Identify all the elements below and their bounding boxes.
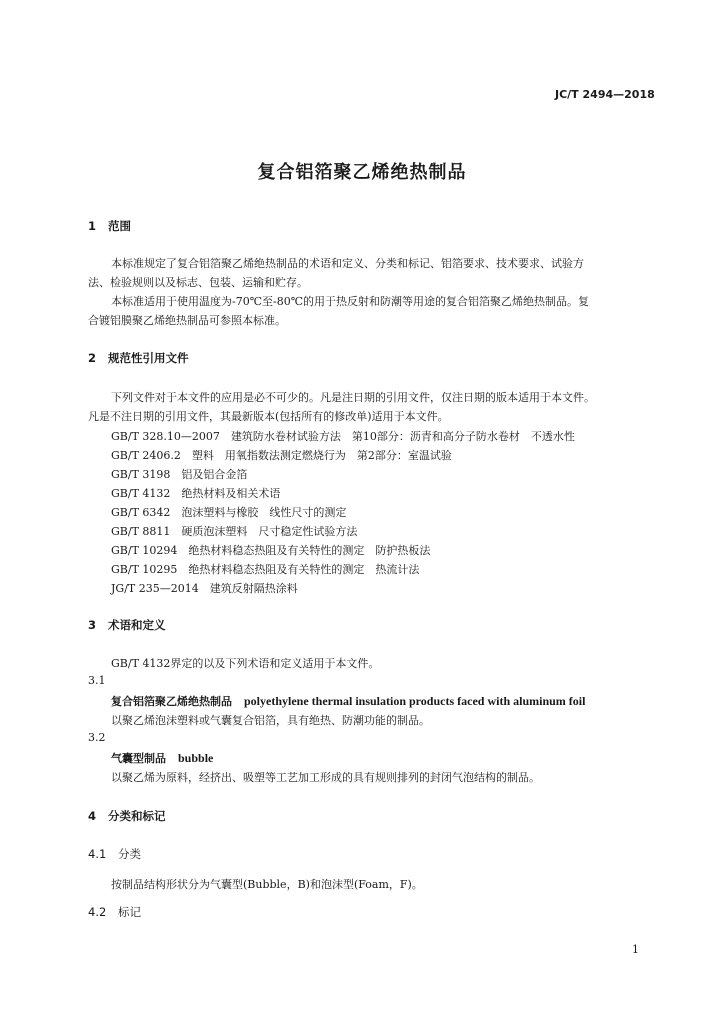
section-title: 术语和定义 [108,618,166,632]
scope-paragraph-1-line-2: 法、检验规则以及标志、包装、运输和贮存。 [88,276,308,289]
subsection-4-1-heading [88,846,141,862]
section-2-heading [88,350,189,366]
section-number: 3 [88,618,97,632]
section-title: 分类和标记 [108,809,166,823]
page-number: 1 [632,943,639,956]
section-number: 4 [88,809,97,823]
reference-item: GB/T 3198 铝及铝合金箔 [111,468,248,481]
term-heading [111,693,585,709]
reference-item: GB/T 6342 泡沫塑料与橡胶 线性尺寸的测定 [111,506,347,519]
references-intro-line-1: 下列文件对于本文件的应用是必不可少的。凡是注日期的引用文件，仅注日期的版本适用于本文件。 [111,391,595,404]
reference-item: GB/T 10295 绝热材料稳态热阻及有关特性的测定 热流计法 [111,563,420,576]
term-definition: 以聚乙烯为原料，经挤出、吸塑等工艺加工形成的具有规则排列的封闭气泡结构的制品。 [111,771,540,784]
reference-item: JG/T 235—2014 建筑反射隔热涂料 [111,582,298,595]
references-intro-line-2: 凡是不注日期的引用文件，其最新版本(包括所有的修改单)适用于本文件。 [88,410,449,423]
scope-paragraph-1-line-1: 本标准规定了复合铝箔聚乙烯绝热制品的术语和定义、分类和标记、铝箔要求、技术要求、试验方 [111,257,584,270]
term-number: 3.1 [88,674,106,687]
reference-item: GB/T 4132 绝热材料及相关术语 [111,487,281,500]
standard-number: JC/T 2494—2018 [555,88,655,101]
term-definition: 以聚乙烯泡沫塑料或气囊复合铝箔，具有绝热、防潮功能的制品。 [111,714,430,727]
reference-item: GB/T 10294 绝热材料稳态热阻及有关特性的测定 防护热板法 [111,544,431,557]
reference-item: GB/T 2406.2 塑料 用氧指数法测定燃烧行为 第2部分：室温试验 [111,449,452,462]
scope-paragraph-2-line-1: 本标准适用于使用温度为-70℃至-80℃的用于热反射和防潮等用途的复合铝箔聚乙烯绝热制品。复 [111,295,590,308]
section-4-heading [88,808,166,824]
section-3-heading [88,617,166,633]
document-title: 复合铝箔聚乙烯绝热制品 [257,162,467,183]
term-heading [111,750,213,766]
terms-intro: GB/T 4132界定的以及下列术语和定义适用于本文件。 [111,657,380,670]
term-number: 3.2 [88,731,106,744]
subsection-title: 标记 [118,905,141,919]
section-number: 2 [88,351,97,365]
classification-text: 按制品结构形状分为气囊型(Bubble，B)和泡沫型(Foam，F)。 [111,878,423,891]
scope-paragraph-2-line-2: 合镀铝膜聚乙烯绝热制品可参照本标准。 [88,314,286,327]
reference-item: GB/T 8811 硬质泡沫塑料 尺寸稳定性试验方法 [111,525,358,538]
section-title: 规范性引用文件 [108,351,189,365]
section-title: 范围 [108,219,131,233]
subsection-number: 4.1 [88,847,107,861]
subsection-4-2-heading [88,904,141,920]
term-chinese: 复合铝箔聚乙烯绝热制品 [111,695,232,708]
section-number: 1 [88,219,97,233]
subsection-title: 分类 [118,847,141,861]
term-english: polyethylene thermal insulation products faced with aluminum foil [244,694,586,708]
term-chinese: 气囊型制品 [111,752,166,765]
reference-item: GB/T 328.10—2007 建筑防水卷材试验方法 第10部分：沥青和高分子防水卷材 不透水性 [111,430,575,443]
term-english: bubble [178,751,214,765]
section-1-heading [88,218,131,234]
subsection-number: 4.2 [88,905,107,919]
